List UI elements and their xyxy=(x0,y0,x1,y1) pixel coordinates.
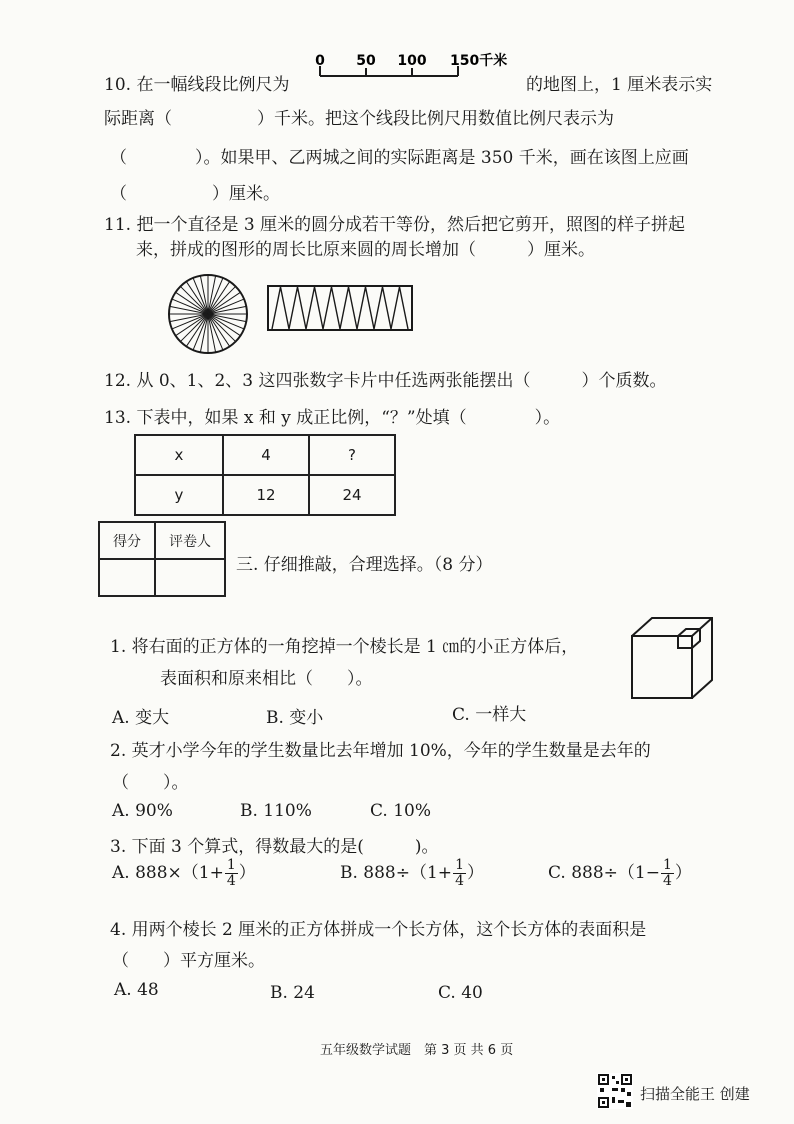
scale-label-0: 0 xyxy=(315,53,325,69)
expr-text: C. 888÷（1− xyxy=(548,863,660,883)
q10-suffix: 的地图上，1 厘米表示实 xyxy=(526,75,713,95)
score-cell[interactable] xyxy=(99,559,155,596)
p2-option-c[interactable]: C. 10% xyxy=(370,801,431,821)
p1-option-c[interactable]: C. 一样大 xyxy=(452,705,527,725)
scale-label-50: 50 xyxy=(356,53,376,69)
grader-header: 评卷人 xyxy=(155,522,225,559)
p1-line2: 表面积和原来相比（ ）。 xyxy=(160,669,373,689)
p3-line1: 3. 下面 3 个算式，得数最大的是( )。 xyxy=(110,837,439,857)
line-scale-bar xyxy=(312,52,522,82)
score-box xyxy=(98,521,226,597)
expr-text: ） xyxy=(674,863,692,883)
table-row xyxy=(99,522,225,559)
circle-sector-line xyxy=(208,286,236,314)
p4-line2: （ ）平方厘米。 xyxy=(112,951,265,971)
p1-option-a[interactable]: A. 变大 xyxy=(112,708,170,728)
q13-text: 13. 下表中，如果 x 和 y 成正比例，“？”处填（ ）。 xyxy=(104,408,561,428)
fraction xyxy=(225,858,238,889)
rearranged-strip-figure xyxy=(266,284,416,332)
expr-text: ） xyxy=(466,863,484,883)
page-footer: 五年级数学试题 第 3 页 共 6 页 xyxy=(320,1043,514,1058)
fraction xyxy=(453,858,466,889)
q11-line1: 11. 把一个直径是 3 厘米的圆分成若干等份，然后把它剪开，照图的样子拼起 xyxy=(104,215,686,235)
table-cell: 4 xyxy=(223,435,309,475)
q10-line3: （ ）。如果甲、乙两城之间的实际距离是 350 千米，画在该图上应画 xyxy=(110,148,689,168)
p1-line1: 1. 将右面的正方体的一角挖掉一个棱长是 1 ㎝的小正方体后， xyxy=(110,637,579,657)
p4-option-a[interactable]: A. 48 xyxy=(114,980,159,1000)
numerator: 1 xyxy=(455,857,464,873)
table-cell: 12 xyxy=(223,475,309,515)
scale-label-150: 150千米 xyxy=(450,53,508,69)
scale-label-100: 100 xyxy=(397,53,427,69)
qr-code-icon xyxy=(597,1073,633,1109)
numerator: 1 xyxy=(226,857,236,873)
table-cell: x xyxy=(135,435,223,475)
q11-line2: 来，拼成的图形的周长比原来圆的周长增加（ ）厘米。 xyxy=(136,240,595,260)
p4-option-c[interactable]: C. 40 xyxy=(438,983,483,1003)
table-row xyxy=(135,435,395,475)
denominator: 4 xyxy=(455,873,464,889)
expr-text: A. 888×（1+ xyxy=(112,863,224,883)
p4-option-b[interactable]: B. 24 xyxy=(270,983,315,1003)
p2-option-b[interactable]: B. 110% xyxy=(240,801,312,821)
circle-sector-line xyxy=(180,314,208,342)
circle-sector-line xyxy=(180,286,208,314)
divided-circle-figure xyxy=(166,272,250,356)
cube-with-corner-removed-figure xyxy=(628,614,716,704)
p1-option-b[interactable]: B. 变小 xyxy=(266,708,324,728)
circle-sector-line xyxy=(208,314,236,342)
p2-line1: 2. 英才小学今年的学生数量比去年增加 10%，今年的学生数量是去年的 xyxy=(110,741,651,761)
q10-line4: （ ）厘米。 xyxy=(110,184,280,204)
expr-text: B. 888÷（1+ xyxy=(340,863,453,883)
strip-zigzag xyxy=(272,287,408,329)
fraction xyxy=(661,858,674,889)
p2-line2: （ ）。 xyxy=(112,773,189,793)
table-cell: 24 xyxy=(309,475,395,515)
table-row xyxy=(135,475,395,515)
denominator: 4 xyxy=(662,873,672,889)
table-cell: ? xyxy=(309,435,395,475)
p3-option-a[interactable] xyxy=(112,858,256,889)
numerator: 1 xyxy=(662,857,672,873)
scanner-watermark: 扫描全能王 创建 xyxy=(640,1085,750,1103)
denominator: 4 xyxy=(226,873,236,889)
score-header: 得分 xyxy=(99,522,155,559)
q10-prefix: 10. 在一幅线段比例尺为 xyxy=(104,75,290,95)
grader-cell[interactable] xyxy=(155,559,225,596)
q12-text: 12. 从 0、1、2、3 这四张数字卡片中任选两张能摆出（ ）个质数。 xyxy=(104,371,667,391)
table-row xyxy=(99,559,225,596)
proportion-table xyxy=(134,434,396,516)
p4-line1: 4. 用两个棱长 2 厘米的正方体拼成一个长方体，这个长方体的表面积是 xyxy=(110,920,647,940)
q10-line1 xyxy=(104,70,289,95)
p3-option-b[interactable] xyxy=(340,858,484,889)
q10-line2: 际距离（ ）千米。把这个线段比例尺用数值比例尺表示为 xyxy=(104,109,614,129)
table-cell: y xyxy=(135,475,223,515)
section-3-title: 三. 仔细推敲，合理选择。（8 分） xyxy=(236,555,493,575)
p3-option-c[interactable] xyxy=(548,858,692,889)
p2-option-a[interactable]: A. 90% xyxy=(112,801,173,821)
expr-text: ） xyxy=(238,863,256,883)
